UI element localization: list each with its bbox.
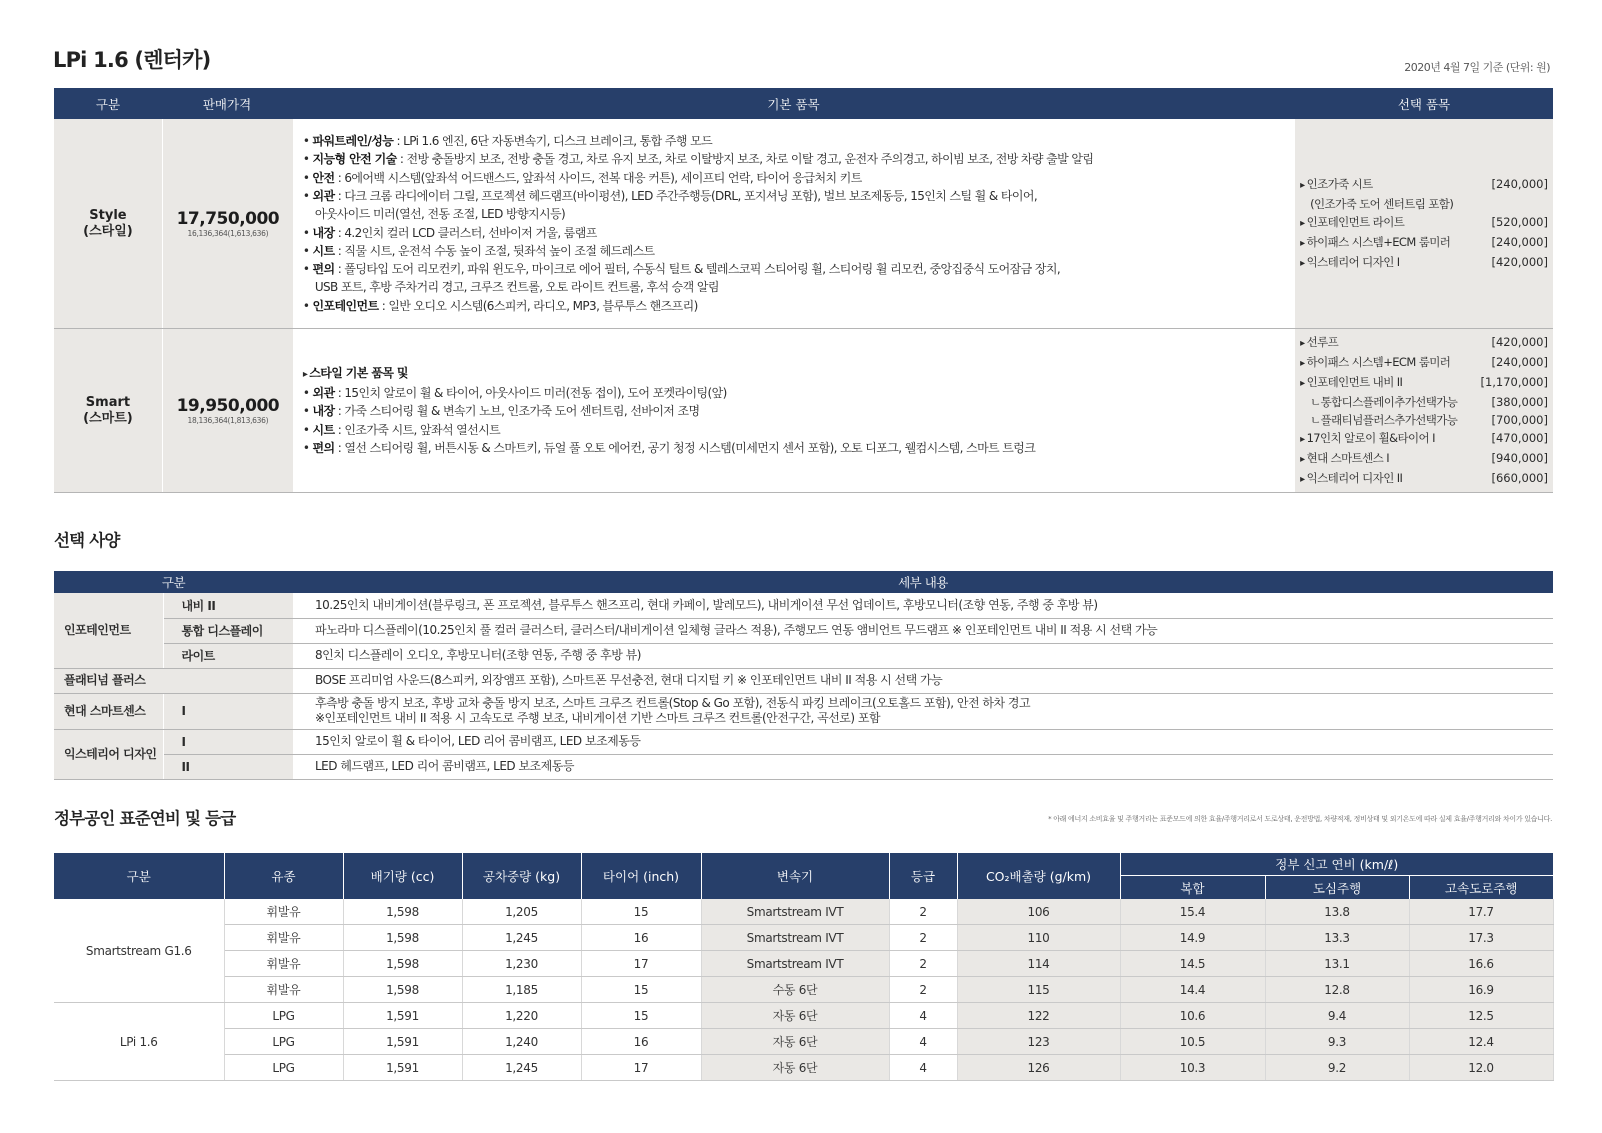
header-detail: 세부 내용 <box>898 575 948 590</box>
options-table <box>54 571 1553 780</box>
option-price: [470,000] <box>1491 430 1548 445</box>
detail-smartsense-line1: 후측방 충돌 방지 보조, 후방 교차 충돌 방지 보조, 스마트 크루즈 컨트롤(Stop & Go 포함), 전동식 파킹 브레이크(오토홀드 포함), 안전 하차 경고 <box>315 696 1031 710</box>
trim-table-header <box>54 88 1553 119</box>
fuel-cell-fuel: LPG <box>224 1055 343 1081</box>
option-price: [380,000] <box>1491 394 1548 409</box>
standard-item <box>303 169 1285 187</box>
standard-item-text: : LPi 1.6 엔진, 6단 자동변속기, 디스크 브레이크, 통합 주행 모드 <box>393 134 713 149</box>
fuel-cell-tire: 17 <box>581 1055 701 1081</box>
trim-row <box>54 329 1553 493</box>
fuel-cell-highway: 16.9 <box>1409 977 1553 1003</box>
standard-item-label: 외관 <box>312 386 335 401</box>
sub-ext1: I <box>163 729 293 754</box>
standard-item-label: 시트 <box>312 243 335 258</box>
detail-light: 8인치 디스플레이 오디오, 후방모니터(조향 연동, 주행 중 후방 뷰) <box>293 643 1553 668</box>
fuel-cell-cc: 1,598 <box>343 925 462 951</box>
fuel-cell-kg: 1,245 <box>462 925 581 951</box>
trim-name-ko: (스마트) <box>83 410 133 426</box>
detail-platinum: BOSE 프리미엄 사운드(8스피커, 외장앰프 포함), 스마트폰 무선충전, 현대 디지털 키 ※ 인포테인먼트 내비 II 적용 시 선택 가능 <box>293 668 1553 693</box>
fuel-cell-combined: 15.4 <box>1120 899 1265 925</box>
fuel-row <box>54 899 1553 925</box>
fuel-cell-cc: 1,598 <box>343 951 462 977</box>
fuel-cell-combined: 14.5 <box>1120 951 1265 977</box>
standard-item <box>303 421 1285 439</box>
standard-item-text: : 6에어백 시스템(앞좌석 어드밴스드, 앞좌석 사이드, 전복 대응 커튼), 세이프티 언락, 타이어 응급처치 키트 <box>334 170 862 185</box>
option-price: [420,000] <box>1491 334 1548 349</box>
option-name: ▸ 인포테인먼트 내비 II <box>1300 373 1402 393</box>
fuel-row <box>54 1003 1553 1029</box>
standard-item <box>303 132 1285 150</box>
fuel-cell-kg: 1,220 <box>462 1003 581 1029</box>
detail-smartsense-line2: ※인포테인먼트 내비 II 적용 시 고속도로 주행 보조, 내비게이션 기반 스마트 크루즈 컨트롤(안전구간, 곡선로) 포함 <box>315 711 881 725</box>
fuel-cell-trans: 자동 6단 <box>701 1003 889 1029</box>
fuel-cell-fuel: 휘발유 <box>224 951 343 977</box>
fuel-header-tire: 타이어 (inch) <box>581 853 701 899</box>
option-name: ▸ 인포테인먼트 라이트 <box>1300 213 1404 233</box>
standard-item-text: : 열선 스티어링 휠, 버튼시동 & 스마트키, 듀얼 풀 오토 에어컨, 공기 청정 시스템(미세먼지 센서 포함), 오토 디포그, 웰컴시스템, 스마트 트렁크 <box>334 440 1036 455</box>
trim-price-cell <box>162 119 293 328</box>
fuel-cell-highway: 12.4 <box>1409 1029 1553 1055</box>
option-item <box>1300 469 1548 489</box>
fuel-cell-kg: 1,185 <box>462 977 581 1003</box>
fuel-header-group: 구분 <box>54 853 224 899</box>
standard-item-text: : 15인치 알로이 휠 & 타이어, 아웃사이드 미러(전동 접이), 도어 포켓라이팅(앞) <box>334 386 727 401</box>
fuel-row <box>54 1029 1553 1055</box>
option-name: ㄴ통합디스플레이추가선택가능 <box>1310 394 1458 409</box>
option-item <box>1300 429 1548 449</box>
fuel-cell-co2: 115 <box>957 977 1120 1003</box>
price-breakdown: 18,136,364(1,813,636) <box>187 416 269 425</box>
fuel-row <box>54 1055 1553 1081</box>
fuel-cell-co2: 123 <box>957 1029 1120 1055</box>
standard-item-text: : 인조가죽 시트, 앞좌석 열선시트 <box>334 422 501 437</box>
fuel-cell-highway: 17.7 <box>1409 899 1553 925</box>
fuel-header-highway: 고속도로주행 <box>1409 876 1553 900</box>
detail-ext2: LED 헤드램프, LED 리어 콤비램프, LED 보조제동등 <box>293 754 1553 779</box>
fuel-cell-tire: 17 <box>581 951 701 977</box>
trim-table <box>54 88 1553 493</box>
detail-navi: 10.25인치 내비게이션(블루링크, 폰 프로젝션, 블루투스 핸즈프리, 현대 카페이, 발레모드), 내비게이션 무선 업데이트, 후방모니터(조향 연동, 주행 중 후방 뷰) <box>293 593 1553 618</box>
option-item <box>1300 333 1548 353</box>
standard-item-text: 아웃사이드 미러(열선, 전동 조절, LED 방향지시등) <box>314 207 566 222</box>
standard-item-text: : 다크 크롬 라디에이터 그릴, 프로젝션 헤드램프(바이펑션), LED 주간주행등(DRL, 포지셔닝 포함), 벌브 보조제동등, 15인치 스틸 휠 & 타이어, <box>334 188 1038 203</box>
fuel-cell-grade: 2 <box>889 977 957 1003</box>
table-row <box>54 729 1553 754</box>
fuel-header-grade: 등급 <box>889 853 957 899</box>
fuel-cell-trans: Smartstream IVT <box>701 925 889 951</box>
fuel-cell-highway: 12.0 <box>1409 1055 1553 1081</box>
sub-light: 라이트 <box>163 643 293 668</box>
fuel-cell-highway: 17.3 <box>1409 925 1553 951</box>
standard-item <box>303 150 1285 168</box>
standard-item-text: : 폴딩타입 도어 리모컨키, 파워 윈도우, 마이크로 에어 필터, 수동식 틸트 & 텔레스코픽 스티어링 휠, 스티어링 휠 리모컨, 중앙집중식 도어잠금 장치, <box>334 262 1061 277</box>
group-infotainment: 인포테인먼트 <box>54 593 163 668</box>
option-item <box>1300 253 1548 273</box>
standard-item-label: 인포테인먼트 <box>312 298 379 313</box>
fuel-cell-cc: 1,598 <box>343 977 462 1003</box>
option-item <box>1300 353 1548 373</box>
option-price: [240,000] <box>1491 176 1548 191</box>
option-item <box>1300 213 1548 233</box>
option-price: [1,170,000] <box>1480 374 1548 389</box>
detail-display: 파노라마 디스플레이(10.25인치 풀 컬러 클러스터, 클러스터/내비게이션 일체형 글라스 적용), 주행모드 연동 앰비언트 무드램프 ※ 인포테인먼트 내비 II 적용 시 선택 가능 <box>293 618 1553 643</box>
option-name: ▸ 익스테리어 디자인 I <box>1300 253 1399 273</box>
option-price: [240,000] <box>1491 234 1548 249</box>
fuel-cell-co2: 114 <box>957 951 1120 977</box>
fuel-cell-trans: Smartstream IVT <box>701 899 889 925</box>
fuel-cell-combined: 14.9 <box>1120 925 1265 951</box>
fuel-header-co2: CO₂배출량 (g/km) <box>957 853 1120 899</box>
fuel-cell-combined: 14.4 <box>1120 977 1265 1003</box>
standard-item <box>303 260 1285 278</box>
group-smartsense: 현대 스마트센스 <box>54 693 163 729</box>
fuel-cell-tire: 15 <box>581 1003 701 1029</box>
option-name: ▸ 현대 스마트센스 I <box>1300 449 1389 469</box>
fuel-group-name: LPi 1.6 <box>54 1003 224 1081</box>
options-section-title: 선택 사양 <box>54 531 120 550</box>
fuel-header-displacement: 배기량 (cc) <box>343 853 462 899</box>
standard-items <box>293 119 1295 328</box>
fuel-cell-city: 12.8 <box>1265 977 1409 1003</box>
standard-item-label: 지능형 안전 기술 <box>312 152 397 167</box>
fuel-cell-trans: 자동 6단 <box>701 1055 889 1081</box>
sub-display: 통합 디스플레이 <box>163 618 293 643</box>
standard-item-label: 스타일 기본 품목 및 <box>309 365 408 380</box>
fuel-cell-tire: 15 <box>581 899 701 925</box>
trim-price-cell <box>162 329 293 492</box>
header-price: 판매가격 <box>202 96 252 112</box>
header-standard: 기본 품목 <box>767 96 820 112</box>
trim-name: Smart <box>85 394 131 410</box>
trim-row <box>54 119 1553 329</box>
price-value: 19,950,000 <box>176 396 280 416</box>
fuel-cell-combined: 10.3 <box>1120 1055 1265 1081</box>
option-item <box>1300 175 1548 195</box>
fuel-cell-cc: 1,591 <box>343 1055 462 1081</box>
option-price: [660,000] <box>1491 470 1548 485</box>
standard-item-text: : 4.2인치 컬러 LCD 클러스터, 선바이저 거울, 룸램프 <box>334 225 597 240</box>
table-row <box>54 618 1553 643</box>
standard-item-text: : 직물 시트, 운전석 수동 높이 조절, 뒷좌석 높이 조절 헤드레스트 <box>334 243 655 258</box>
header-options: 선택 품목 <box>1397 96 1451 112</box>
table-row <box>54 754 1553 779</box>
fuel-cell-co2: 126 <box>957 1055 1120 1081</box>
fuel-cell-grade: 4 <box>889 1003 957 1029</box>
option-items <box>1295 329 1553 492</box>
option-name: ▸ 하이패스 시스템+ECM 룸미러 <box>1300 353 1450 373</box>
fuel-header-efficiency: 정부 신고 연비 (km/ℓ) <box>1275 857 1399 872</box>
option-name: ▸ 인조가죽 시트 <box>1300 175 1373 195</box>
standard-item-text: USB 포트, 후방 주차거리 경고, 크루즈 컨트롤, 오토 라이트 컨트롤, 후석 승객 알림 <box>314 280 719 295</box>
trim-name: Style <box>89 207 127 223</box>
fuel-header-combined: 복합 <box>1120 876 1265 900</box>
fuel-cell-combined: 10.5 <box>1120 1029 1265 1055</box>
fuel-cell-tire: 16 <box>581 925 701 951</box>
table-row <box>54 593 1553 618</box>
fuel-cell-grade: 2 <box>889 899 957 925</box>
fuel-header-transmission: 변속기 <box>701 853 889 899</box>
detail-smartsense <box>293 693 1553 729</box>
fuel-cell-cc: 1,591 <box>343 1003 462 1029</box>
fuel-section-title: 정부공인 표준연비 및 등급 <box>54 809 236 828</box>
fuel-cell-tire: 15 <box>581 977 701 1003</box>
standard-item <box>303 384 1285 402</box>
table-row <box>54 668 1553 693</box>
option-price: [420,000] <box>1491 254 1548 269</box>
fuel-cell-combined: 10.6 <box>1120 1003 1265 1029</box>
group-exterior: 익스테리어 디자인 <box>54 729 163 779</box>
option-price: [700,000] <box>1491 412 1548 427</box>
standard-item <box>303 439 1285 457</box>
price-breakdown: 16,136,364(1,613,636) <box>187 229 269 238</box>
fuel-cell-cc: 1,591 <box>343 1029 462 1055</box>
standard-item-text: : 일반 오디오 시스템(6스피커, 라디오, MP3, 블루투스 핸즈프리) <box>378 298 698 313</box>
standard-item-label: 편의 <box>312 440 335 455</box>
page-title: LPi 1.6 (렌터카) <box>53 48 211 72</box>
fuel-row <box>54 977 1553 1003</box>
fuel-cell-city: 13.3 <box>1265 925 1409 951</box>
price-value: 17,750,000 <box>176 209 280 229</box>
standard-item <box>303 297 1285 315</box>
option-price: [940,000] <box>1491 450 1548 465</box>
fuel-cell-city: 13.1 <box>1265 951 1409 977</box>
fuel-cell-city: 13.8 <box>1265 899 1409 925</box>
group-platinum: 플래티넘 플러스 <box>54 668 293 693</box>
table-row <box>54 643 1553 668</box>
option-name: ▸ 선루프 <box>1300 333 1338 353</box>
fuel-cell-fuel: 휘발유 <box>224 899 343 925</box>
option-item <box>1300 393 1548 411</box>
standard-item-label: 시트 <box>312 422 335 437</box>
standard-items <box>293 329 1295 492</box>
option-price: [240,000] <box>1491 354 1548 369</box>
standard-item-label: 편의 <box>312 262 335 277</box>
fuel-cell-kg: 1,205 <box>462 899 581 925</box>
fuel-cell-co2: 122 <box>957 1003 1120 1029</box>
standard-item-label: 내장 <box>312 225 335 240</box>
detail-ext1: 15인치 알로이 휠 & 타이어, LED 리어 콤비램프, LED 보조제동등 <box>293 729 1553 754</box>
standard-item-label: 파워트레인/성능 <box>312 134 394 149</box>
fuel-cell-grade: 2 <box>889 925 957 951</box>
table-row <box>54 693 1553 729</box>
standard-item <box>303 242 1285 260</box>
standard-item <box>303 205 1285 223</box>
fuel-cell-trans: Smartstream IVT <box>701 951 889 977</box>
fuel-cell-grade: 4 <box>889 1055 957 1081</box>
fuel-cell-co2: 110 <box>957 925 1120 951</box>
fuel-note: * 아래 에너지 소비효율 및 주행거리는 표준모드에 의한 효율/주행거리로서 도로상태, 운전방법, 차량적재, 정비상태 및 외기온도에 따라 실제 효율/주행거리와 차이가 있습니다. <box>1048 815 1552 823</box>
option-name: ㄴ플래티넘플러스추가선택가능 <box>1310 412 1458 427</box>
fuel-cell-tire: 16 <box>581 1029 701 1055</box>
option-item <box>1300 411 1548 429</box>
option-name: ▸ 익스테리어 디자인 II <box>1300 469 1402 489</box>
options-table-header <box>54 571 1553 593</box>
fuel-cell-highway: 12.5 <box>1409 1003 1553 1029</box>
trim-name-cell <box>54 119 162 328</box>
fuel-group-name: Smartstream G1.6 <box>54 899 224 1003</box>
standard-item <box>303 402 1285 420</box>
fuel-cell-fuel: LPG <box>224 1003 343 1029</box>
fuel-row <box>54 925 1553 951</box>
fuel-cell-kg: 1,240 <box>462 1029 581 1055</box>
standard-item <box>303 224 1285 242</box>
fuel-cell-city: 9.2 <box>1265 1055 1409 1081</box>
option-item <box>1300 449 1548 469</box>
standard-item-label: 안전 <box>312 170 335 185</box>
fuel-cell-grade: 4 <box>889 1029 957 1055</box>
fuel-cell-highway: 16.6 <box>1409 951 1553 977</box>
standard-item-text: : 가죽 스티어링 휠 & 변속기 노브, 인조가죽 도어 센터트림, 선바이저 조명 <box>334 404 700 419</box>
standard-item <box>303 187 1285 205</box>
fuel-cell-fuel: LPG <box>224 1029 343 1055</box>
trim-name-ko: (스타일) <box>83 223 133 239</box>
standard-item-label: 내장 <box>312 404 335 419</box>
fuel-cell-city: 9.3 <box>1265 1029 1409 1055</box>
fuel-header-city: 도심주행 <box>1265 876 1409 900</box>
fuel-cell-kg: 1,245 <box>462 1055 581 1081</box>
option-price: [520,000] <box>1491 214 1548 229</box>
fuel-header-row <box>54 853 1553 876</box>
fuel-header-fuel: 유종 <box>224 853 343 899</box>
header-category: 구분 <box>95 96 121 112</box>
standard-item-text: : 전방 충돌방지 보조, 전방 충돌 경고, 차로 유지 보조, 차로 이탈방지 보조, 차로 이탈 경고, 운전자 주의경고, 하이빔 보조, 전방 차량 출발 알림 <box>396 152 1094 167</box>
fuel-cell-co2: 106 <box>957 899 1120 925</box>
standard-item <box>303 278 1285 296</box>
option-name: ▸ 하이패스 시스템+ECM 룸미러 <box>1300 233 1450 253</box>
fuel-row <box>54 951 1553 977</box>
standard-item-label: 외관 <box>312 188 335 203</box>
trim-name-cell <box>54 329 162 492</box>
fuel-cell-trans: 수동 6단 <box>701 977 889 1003</box>
option-items <box>1295 119 1553 328</box>
fuel-cell-fuel: 휘발유 <box>224 977 343 1003</box>
option-item <box>1300 373 1548 393</box>
fuel-header-weight: 공차중량 (kg) <box>462 853 581 899</box>
sub-ext2: II <box>163 754 293 779</box>
header-category: 구분 <box>161 575 186 590</box>
fuel-cell-kg: 1,230 <box>462 951 581 977</box>
fuel-cell-fuel: 휘발유 <box>224 925 343 951</box>
option-item <box>1300 195 1548 213</box>
fuel-cell-city: 9.4 <box>1265 1003 1409 1029</box>
option-name: ▸ 17인치 알로이 휠&타이어 I <box>1300 429 1435 449</box>
sub-navi: 내비 II <box>163 593 293 618</box>
sub-smartsense: I <box>163 693 293 729</box>
date-note: 2020년 4월 7일 기준 (단위: 원) <box>1404 61 1550 74</box>
standard-item <box>303 364 1285 384</box>
fuel-cell-cc: 1,598 <box>343 899 462 925</box>
option-item <box>1300 233 1548 253</box>
option-name: (인조가죽 도어 센터트림 포함) <box>1310 196 1454 211</box>
fuel-cell-grade: 2 <box>889 951 957 977</box>
fuel-cell-trans: 자동 6단 <box>701 1029 889 1055</box>
fuel-table <box>54 853 1554 1081</box>
